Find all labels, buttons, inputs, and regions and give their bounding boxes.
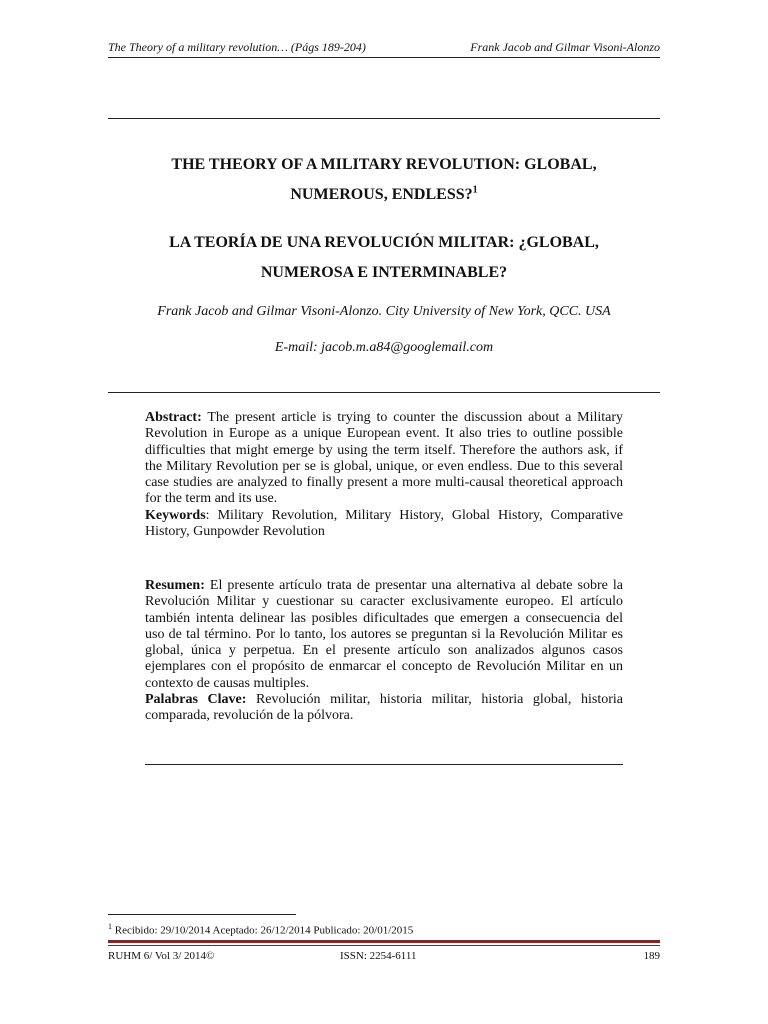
footer-rule-thick — [108, 940, 660, 943]
title-english-line2-text: NUMEROUS, ENDLESS? — [290, 186, 473, 203]
running-header-right: Frank Jacob and Gilmar Visoni-Alonzo — [470, 40, 660, 54]
keywords-paragraph — [145, 508, 623, 541]
title-spanish — [108, 228, 660, 288]
footer-journal: RUHM 6/ Vol 3/ 2014© — [108, 950, 215, 962]
footnote-text: Recibido: 29/10/2014 Aceptado: 26/12/2014 Publicado: 20/01/2015 — [112, 924, 414, 937]
footer-rule-thin — [108, 945, 660, 946]
resumen-paragraph — [145, 578, 623, 692]
resumen-section — [145, 578, 623, 725]
title-english-line1: THE THEORY OF A MILITARY REVOLUTION: GLOBAL, — [171, 156, 597, 173]
running-header — [108, 40, 660, 58]
palabras-clave-label: Palabras Clave: — [145, 692, 247, 708]
abstract-text: The present article is trying to counter the discussion about a Military Revolution in Europe as a unique European event. It also tries to outline possible difficulties that might emerge by using the term itself. Therefore the authors ask, if the Military Revolution per se is global, unique, or even endless. Due to this several case studies are analyzed to finally present a more multi-causal theoretical approach for the term and its use. — [145, 410, 623, 507]
footnote-divider — [108, 914, 296, 915]
page-number: 189 — [643, 950, 660, 962]
keywords-text: : Military Revolution, Military History, Global History, Comparative History, Gunpowder Revolution — [145, 507, 623, 540]
resumen-label: Resumen: — [145, 578, 205, 593]
middle-divider — [108, 392, 660, 393]
footer-issn: ISSN: 2254-6111 — [340, 950, 417, 962]
running-header-left: The Theory of a military revolution… (Págs 189-204) — [108, 40, 366, 54]
abstract-paragraph — [145, 410, 623, 508]
palabras-clave-text: Revolución militar, historia militar, historia global, historia comparada, revolución de la pólvora. — [145, 692, 624, 724]
keywords-label: Keywords — [145, 507, 206, 523]
footnote — [108, 922, 413, 937]
resumen-text: El presente artículo trata de presentar una alternativa al debate sobre la Revolución Militar y cuestionar su caracter exclusivamente europeo. El artículo también intenta delinear las posibles dificultades que emergen a consecuencia del uso de tal término. Por lo tanto, los autores se preguntan si la Revolución Militar es global, única y perpetua. En el presente artículo son analizados algunos casos ejemplares con el propósito de enmarcar el concepto de Revolución Militar en un contexto de causas multiples. — [145, 578, 623, 691]
title-spanish-line1: LA TEORÍA DE UNA REVOLUCIÓN MILITAR: ¿GLOBAL, — [169, 234, 599, 251]
abstract-label: Abstract: — [145, 410, 202, 425]
abstract-section — [145, 410, 623, 540]
top-divider — [108, 118, 660, 119]
footnote-mark: 1 — [108, 922, 112, 931]
authors-affiliation: Frank Jacob and Gilmar Visoni-Alonzo. City University of New York, QCC. USA — [157, 304, 611, 319]
title-footnote-mark[interactable]: 1 — [472, 184, 478, 196]
title-spanish-line2: NUMEROSA E INTERMINABLE? — [260, 264, 508, 281]
abstract-end-divider — [145, 764, 623, 765]
palabras-clave-paragraph — [145, 692, 623, 725]
author-email: E-mail: jacob.m.a84@googlemail.com — [274, 340, 494, 355]
title-english — [108, 150, 660, 210]
title-english-line2 — [108, 180, 660, 210]
